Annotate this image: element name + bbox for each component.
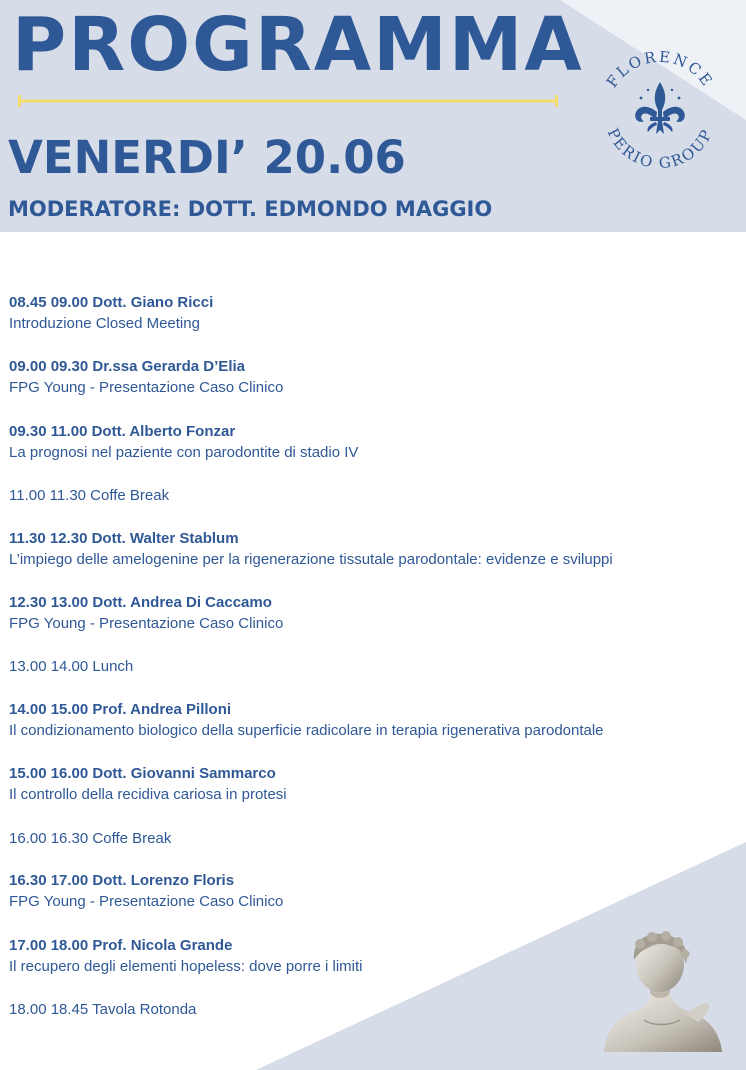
agenda-item: [9, 936, 363, 978]
agenda-item: [9, 529, 613, 571]
agenda-break-text: 16.00 16.30 Coffe Break: [9, 830, 172, 847]
agenda-item-heading: 16.30 17.00 Dott. Lorenzo Floris: [9, 872, 235, 889]
agenda-item-heading: 15.00 16.00 Dott. Giovanni Sammarco: [9, 765, 276, 782]
agenda-item-heading: 09.30 11.00 Dott. Alberto Fonzar: [9, 423, 236, 440]
agenda-item: [9, 700, 604, 742]
agenda-item-description: L’impiego delle amelogenine per la rigenerazione tissutale parodontale: evidenze e sviluppi: [9, 551, 613, 568]
agenda-item-heading: 14.00 15.00 Prof. Andrea Pilloni: [9, 701, 232, 718]
logo-top-text: FLORENCE: [602, 47, 718, 91]
agenda-item-heading: 08.45 09.00 Dott. Giano Ricci: [9, 294, 214, 311]
agenda-item: [9, 764, 287, 806]
agenda-item-description: La prognosi nel paziente con parodontite di stadio IV: [9, 444, 359, 461]
agenda-item-description: FPG Young - Presentazione Caso Clinico: [9, 615, 284, 632]
event-date: VENERDI’ 20.06: [8, 131, 406, 184]
florence-perio-group-logo: [592, 42, 728, 178]
moderator-line: MODERATORE: DOTT. EDMONDO MAGGIO: [8, 197, 493, 221]
agenda-break: [9, 829, 171, 849]
agenda-item-heading: 09.00 09.30 Dr.ssa Gerarda D’Elia: [9, 358, 245, 375]
agenda-item-description: FPG Young - Presentazione Caso Clinico: [9, 893, 284, 910]
agenda-item-description: Il condizionamento biologico della superficie radicolare in terapia rigenerativa parodontale: [9, 722, 604, 739]
agenda-item-description: FPG Young - Presentazione Caso Clinico: [9, 379, 284, 396]
david-statue-image: [600, 930, 726, 1054]
agenda-item-description: Il controllo della recidiva cariosa in protesi: [9, 786, 287, 803]
agenda-break: [9, 1000, 196, 1020]
agenda-item: [9, 871, 283, 913]
agenda-item-heading: 12.30 13.00 Dott. Andrea Di Caccamo: [9, 594, 272, 611]
agenda-item-description: Introduzione Closed Meeting: [9, 315, 200, 332]
page-title: PROGRAMMA: [12, 2, 584, 88]
agenda-break-text: 11.00 11.30 Coffe Break: [9, 487, 170, 504]
agenda-item-heading: 17.00 18.00 Prof. Nicola Grande: [9, 937, 233, 954]
agenda-break-text: 13.00 14.00 Lunch: [9, 658, 134, 675]
agenda-item: [9, 293, 213, 335]
logo-bottom-text: PERIO GROUP: [603, 125, 717, 173]
title-underline: [18, 94, 558, 108]
agenda-item: [9, 593, 283, 635]
agenda-break: [9, 486, 169, 506]
agenda-break-text: 18.00 18.45 Tavola Rotonda: [9, 1001, 197, 1018]
agenda-item-heading: 11.30 12.30 Dott. Walter Stablum: [9, 530, 239, 547]
agenda-break: [9, 657, 133, 677]
agenda-item: [9, 357, 283, 399]
fleur-de-lis-icon: [635, 82, 685, 134]
agenda-item-description: Il recupero degli elementi hopeless: dove porre i limiti: [9, 958, 363, 975]
agenda-item: [9, 422, 358, 464]
